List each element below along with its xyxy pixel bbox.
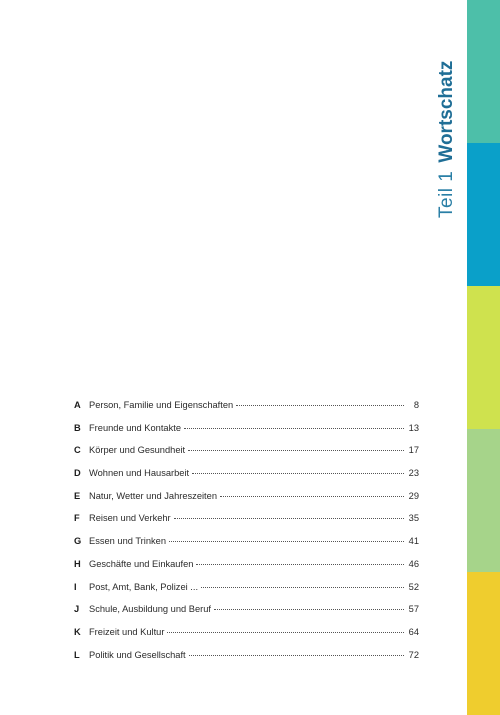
toc-row[interactable] bbox=[74, 559, 419, 582]
toc-row[interactable] bbox=[74, 400, 419, 423]
toc-row[interactable] bbox=[74, 468, 419, 491]
toc-leader-dots bbox=[192, 473, 404, 474]
toc-row[interactable] bbox=[74, 445, 419, 468]
toc-row[interactable] bbox=[74, 650, 419, 673]
toc-leader-dots bbox=[188, 450, 404, 451]
toc-label: Natur, Wetter und Jahreszeiten bbox=[89, 490, 217, 501]
toc-page-number: 35 bbox=[408, 513, 419, 524]
toc-label: Freizeit und Kultur bbox=[89, 626, 165, 637]
toc-label: Person, Familie und Eigenschaften bbox=[89, 400, 234, 410]
toc-letter: C bbox=[74, 445, 81, 456]
toc-page-number: 64 bbox=[408, 626, 419, 637]
toc-leader-dots bbox=[167, 632, 404, 633]
toc-leader-dots bbox=[196, 564, 404, 565]
chapter-color-tabs bbox=[467, 0, 500, 715]
toc-label: Geschäfte und Einkaufen bbox=[89, 558, 194, 569]
toc-leader-dots bbox=[220, 496, 404, 497]
toc-letter: K bbox=[74, 626, 81, 637]
toc-leader-dots bbox=[214, 609, 404, 610]
toc-page-number: 72 bbox=[408, 649, 419, 660]
color-tab-green bbox=[467, 429, 500, 572]
toc-letter: H bbox=[74, 558, 81, 569]
toc-page-number: 23 bbox=[408, 468, 419, 479]
toc-letter: G bbox=[74, 536, 82, 547]
toc-letter: I bbox=[74, 581, 77, 592]
part-label: Teil 1 bbox=[436, 170, 457, 218]
toc-page-number: 13 bbox=[408, 422, 419, 433]
toc-leader-dots bbox=[169, 541, 404, 542]
toc-row[interactable] bbox=[74, 582, 419, 605]
toc-leader-dots bbox=[189, 655, 404, 656]
toc-page-number: 17 bbox=[408, 445, 419, 456]
toc-row[interactable] bbox=[74, 491, 419, 514]
toc-leader-dots bbox=[236, 405, 404, 406]
color-tab-teal bbox=[467, 0, 500, 143]
toc-page-number: 29 bbox=[408, 490, 419, 501]
toc-label: Wohnen und Hausarbeit bbox=[89, 468, 190, 479]
toc-label: Freunde und Kontakte bbox=[89, 422, 182, 433]
toc-letter: A bbox=[74, 400, 81, 410]
toc-letter: J bbox=[74, 604, 80, 615]
color-tab-lime bbox=[467, 286, 500, 429]
toc-page-number: 46 bbox=[408, 558, 419, 569]
toc-row[interactable] bbox=[74, 536, 419, 559]
table-of-contents bbox=[74, 400, 419, 672]
toc-label: Essen und Trinken bbox=[89, 536, 167, 547]
toc-row[interactable] bbox=[74, 627, 419, 650]
toc-page-number: 8 bbox=[413, 400, 419, 410]
toc-letter: B bbox=[74, 422, 81, 433]
toc-leader-dots bbox=[184, 428, 404, 429]
toc-row[interactable] bbox=[74, 604, 419, 627]
toc-label: Schule, Ausbildung und Beruf bbox=[89, 604, 211, 615]
toc-label: Post, Amt, Bank, Polizei ... bbox=[89, 581, 199, 592]
toc-leader-dots bbox=[201, 587, 404, 588]
toc-row[interactable] bbox=[74, 513, 419, 536]
toc-label: Politik und Gesellschaft bbox=[89, 649, 186, 660]
toc-page-number: 52 bbox=[408, 581, 419, 592]
toc-row[interactable] bbox=[74, 423, 419, 446]
toc-letter: E bbox=[74, 490, 81, 501]
toc-label: Reisen und Verkehr bbox=[89, 513, 171, 524]
toc-letter: F bbox=[74, 513, 80, 524]
toc-letter: L bbox=[74, 649, 80, 660]
section-title: Wortschatz bbox=[436, 60, 457, 163]
color-tab-yellow bbox=[467, 572, 500, 715]
color-tab-blue bbox=[467, 143, 500, 286]
toc-page-number: 57 bbox=[408, 604, 419, 615]
toc-letter: D bbox=[74, 468, 81, 479]
toc-label: Körper und Gesundheit bbox=[89, 445, 186, 456]
toc-leader-dots bbox=[174, 518, 404, 519]
toc-page-number: 41 bbox=[408, 536, 419, 547]
vertical-heading bbox=[432, 61, 462, 218]
